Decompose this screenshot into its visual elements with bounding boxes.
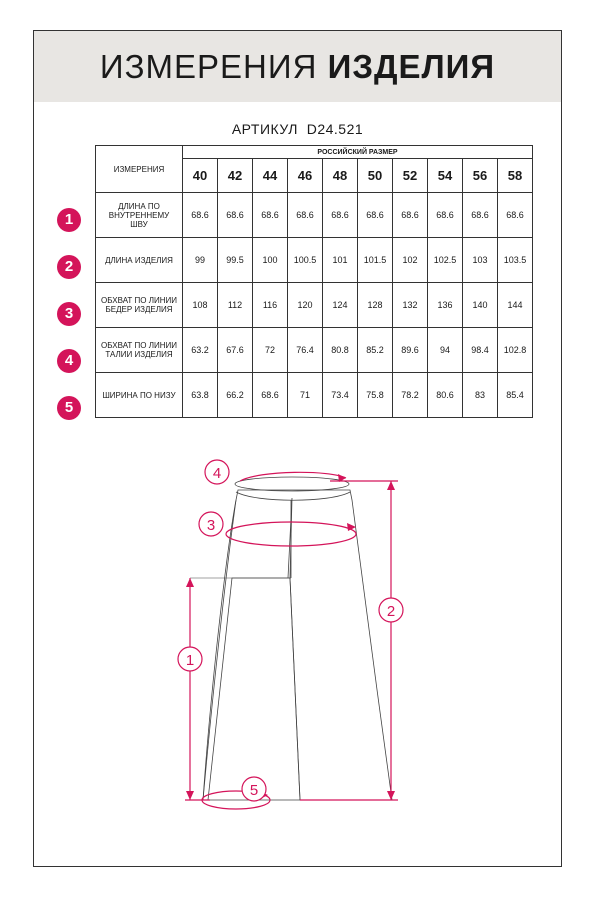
- table-cell: 68.6: [393, 193, 428, 238]
- size-header: 44: [253, 159, 288, 193]
- marker-5-label: 5: [249, 782, 259, 799]
- measure-header: ИЗМЕРЕНИЯ: [96, 146, 183, 193]
- row-badge: 3: [57, 302, 81, 326]
- table-cell: 85.2: [358, 328, 393, 373]
- table-cell: 83: [463, 373, 498, 418]
- table-cell: 100.5: [288, 238, 323, 283]
- table-cell: 144: [498, 283, 533, 328]
- arrow-length-bottom: [387, 791, 395, 800]
- table-cell: 116: [253, 283, 288, 328]
- table-cell: 68.6: [218, 193, 253, 238]
- table-cell: 85.4: [498, 373, 533, 418]
- table-cell: 63.2: [183, 328, 218, 373]
- marker-2-label: 2: [386, 603, 396, 620]
- marker-1-label: 1: [185, 652, 195, 669]
- arrow-length-top: [387, 481, 395, 490]
- row-label: ОБХВАТ ПО ЛИНИИ БЕДЕР ИЗДЕЛИЯ: [96, 283, 183, 328]
- title-bold: ИЗДЕЛИЯ: [327, 48, 496, 85]
- table-cell: 102.8: [498, 328, 533, 373]
- table-cell: 78.2: [393, 373, 428, 418]
- table-cell: 136: [428, 283, 463, 328]
- row-label: ДЛИНА ПО ВНУТРЕННЕМУ ШВУ: [96, 193, 183, 238]
- table-cell: 128: [358, 283, 393, 328]
- table-cell: 68.6: [463, 193, 498, 238]
- table-cell: 94: [428, 328, 463, 373]
- size-header: 46: [288, 159, 323, 193]
- arrow-inseam-bottom: [186, 791, 194, 800]
- table-cell: 132: [393, 283, 428, 328]
- size-header: 54: [428, 159, 463, 193]
- table-cell: 68.6: [428, 193, 463, 238]
- table-cell: 68.6: [358, 193, 393, 238]
- waistband-top: [235, 477, 349, 491]
- article-code: D24.521: [306, 121, 364, 137]
- title-light: ИЗМЕРЕНИЯ: [99, 48, 318, 85]
- table-cell: 98.4: [463, 328, 498, 373]
- table-cell: 67.6: [218, 328, 253, 373]
- table-cell: 75.8: [358, 373, 393, 418]
- size-group-header: РОССИЙСКИЙ РАЗМЕР: [183, 146, 533, 159]
- size-header: 42: [218, 159, 253, 193]
- size-header: 58: [498, 159, 533, 193]
- table-cell: 103: [463, 238, 498, 283]
- row-badge: 2: [57, 255, 81, 279]
- table-cell: 102: [393, 238, 428, 283]
- table-cell: 63.8: [183, 373, 218, 418]
- table-cell: 68.6: [253, 373, 288, 418]
- table-cell: 99: [183, 238, 218, 283]
- size-header: 50: [358, 159, 393, 193]
- table-cell: 124: [323, 283, 358, 328]
- row-badge: 1: [57, 208, 81, 232]
- size-header: 56: [463, 159, 498, 193]
- table-cell: 103.5: [498, 238, 533, 283]
- table-cell: 80.6: [428, 373, 463, 418]
- table-cell: 120: [288, 283, 323, 328]
- pants-leg-left: [203, 500, 300, 800]
- table-cell: 68.6: [253, 193, 288, 238]
- table-cell: 68.6: [183, 193, 218, 238]
- table-cell: 68.6: [498, 193, 533, 238]
- row-label: ДЛИНА ИЗДЕЛИЯ: [96, 238, 183, 283]
- table-cell: 71: [288, 373, 323, 418]
- article-label: АРТИКУЛ: [231, 121, 298, 137]
- size-header: 52: [393, 159, 428, 193]
- row-label: ШИРИНА ПО НИЗУ: [96, 373, 183, 418]
- size-header: 48: [323, 159, 358, 193]
- table-cell: 99.5: [218, 238, 253, 283]
- marker-4-label: 4: [212, 465, 222, 482]
- table-cell: 101.5: [358, 238, 393, 283]
- size-header: 40: [183, 159, 218, 193]
- table-cell: 102.5: [428, 238, 463, 283]
- waistband-bottom: [236, 492, 350, 500]
- table-cell: 68.6: [288, 193, 323, 238]
- row-label: ОБХВАТ ПО ЛИНИИ ТАЛИИ ИЗДЕЛИЯ: [96, 328, 183, 373]
- table-cell: 108: [183, 283, 218, 328]
- table-cell: 100: [253, 238, 288, 283]
- table-cell: 76.4: [288, 328, 323, 373]
- arrow-inseam-top: [186, 578, 194, 587]
- row-badge: 4: [57, 349, 81, 373]
- table-cell: 72: [253, 328, 288, 373]
- table-cell: 101: [323, 238, 358, 283]
- table-cell: 89.6: [393, 328, 428, 373]
- table-cell: 140: [463, 283, 498, 328]
- table-cell: 73.4: [323, 373, 358, 418]
- table-cell: 112: [218, 283, 253, 328]
- marker-3-label: 3: [206, 517, 216, 534]
- table-cell: 80.8: [323, 328, 358, 373]
- table-cell: 66.2: [218, 373, 253, 418]
- row-badge: 5: [57, 396, 81, 420]
- table-cell: 68.6: [323, 193, 358, 238]
